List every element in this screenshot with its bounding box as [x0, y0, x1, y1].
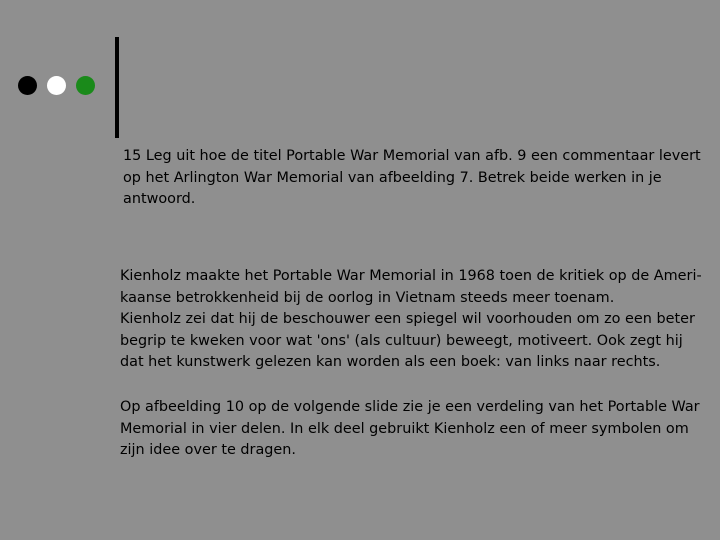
question-text [123, 146, 719, 211]
answer-paragraph-1 [120, 266, 710, 374]
answer-line: begrip te kweken voor wat 'ons' (als cultuur) beweegt, motiveert. Ook zegt hij [120, 332, 683, 349]
white-dot-decoration [47, 76, 66, 95]
answer-line: dat het kunstwerk gelezen kan worden als een boek: van links naar rechts. [120, 354, 661, 370]
question-line: 15 Leg uit hoe de titel Portable War Memorial van afb. 9 een commentaar levert [123, 148, 701, 164]
green-dot-decoration [76, 76, 95, 95]
answer-line: zijn idee over te dragen. [120, 442, 296, 458]
answer-line: Memorial in vier delen. In elk deel gebruikt Kienholz een of meer symbolen om [120, 420, 689, 437]
answer-line: Op afbeelding 10 op de volgende slide zie je een verdeling van het Portable War [120, 399, 700, 415]
black-dot-decoration [18, 76, 37, 95]
answer-line: Kienholz maakte het Portable War Memorial in 1968 toen de kritiek op de Ameri- [120, 268, 702, 284]
question-line: antwoord. [123, 191, 196, 207]
answer-paragraph-2 [120, 397, 710, 462]
question-line: op het Arlington War Memorial van afbeelding 7. Betrek beide werken in je [123, 169, 662, 186]
vertical-divider [115, 37, 119, 138]
answer-line: kaanse betrokkenheid bij de oorlog in Vietnam steeds meer toenam. [120, 289, 615, 306]
answer-line: Kienholz zei dat hij de beschouwer een spiegel wil voorhouden om zo een beter [120, 311, 695, 327]
